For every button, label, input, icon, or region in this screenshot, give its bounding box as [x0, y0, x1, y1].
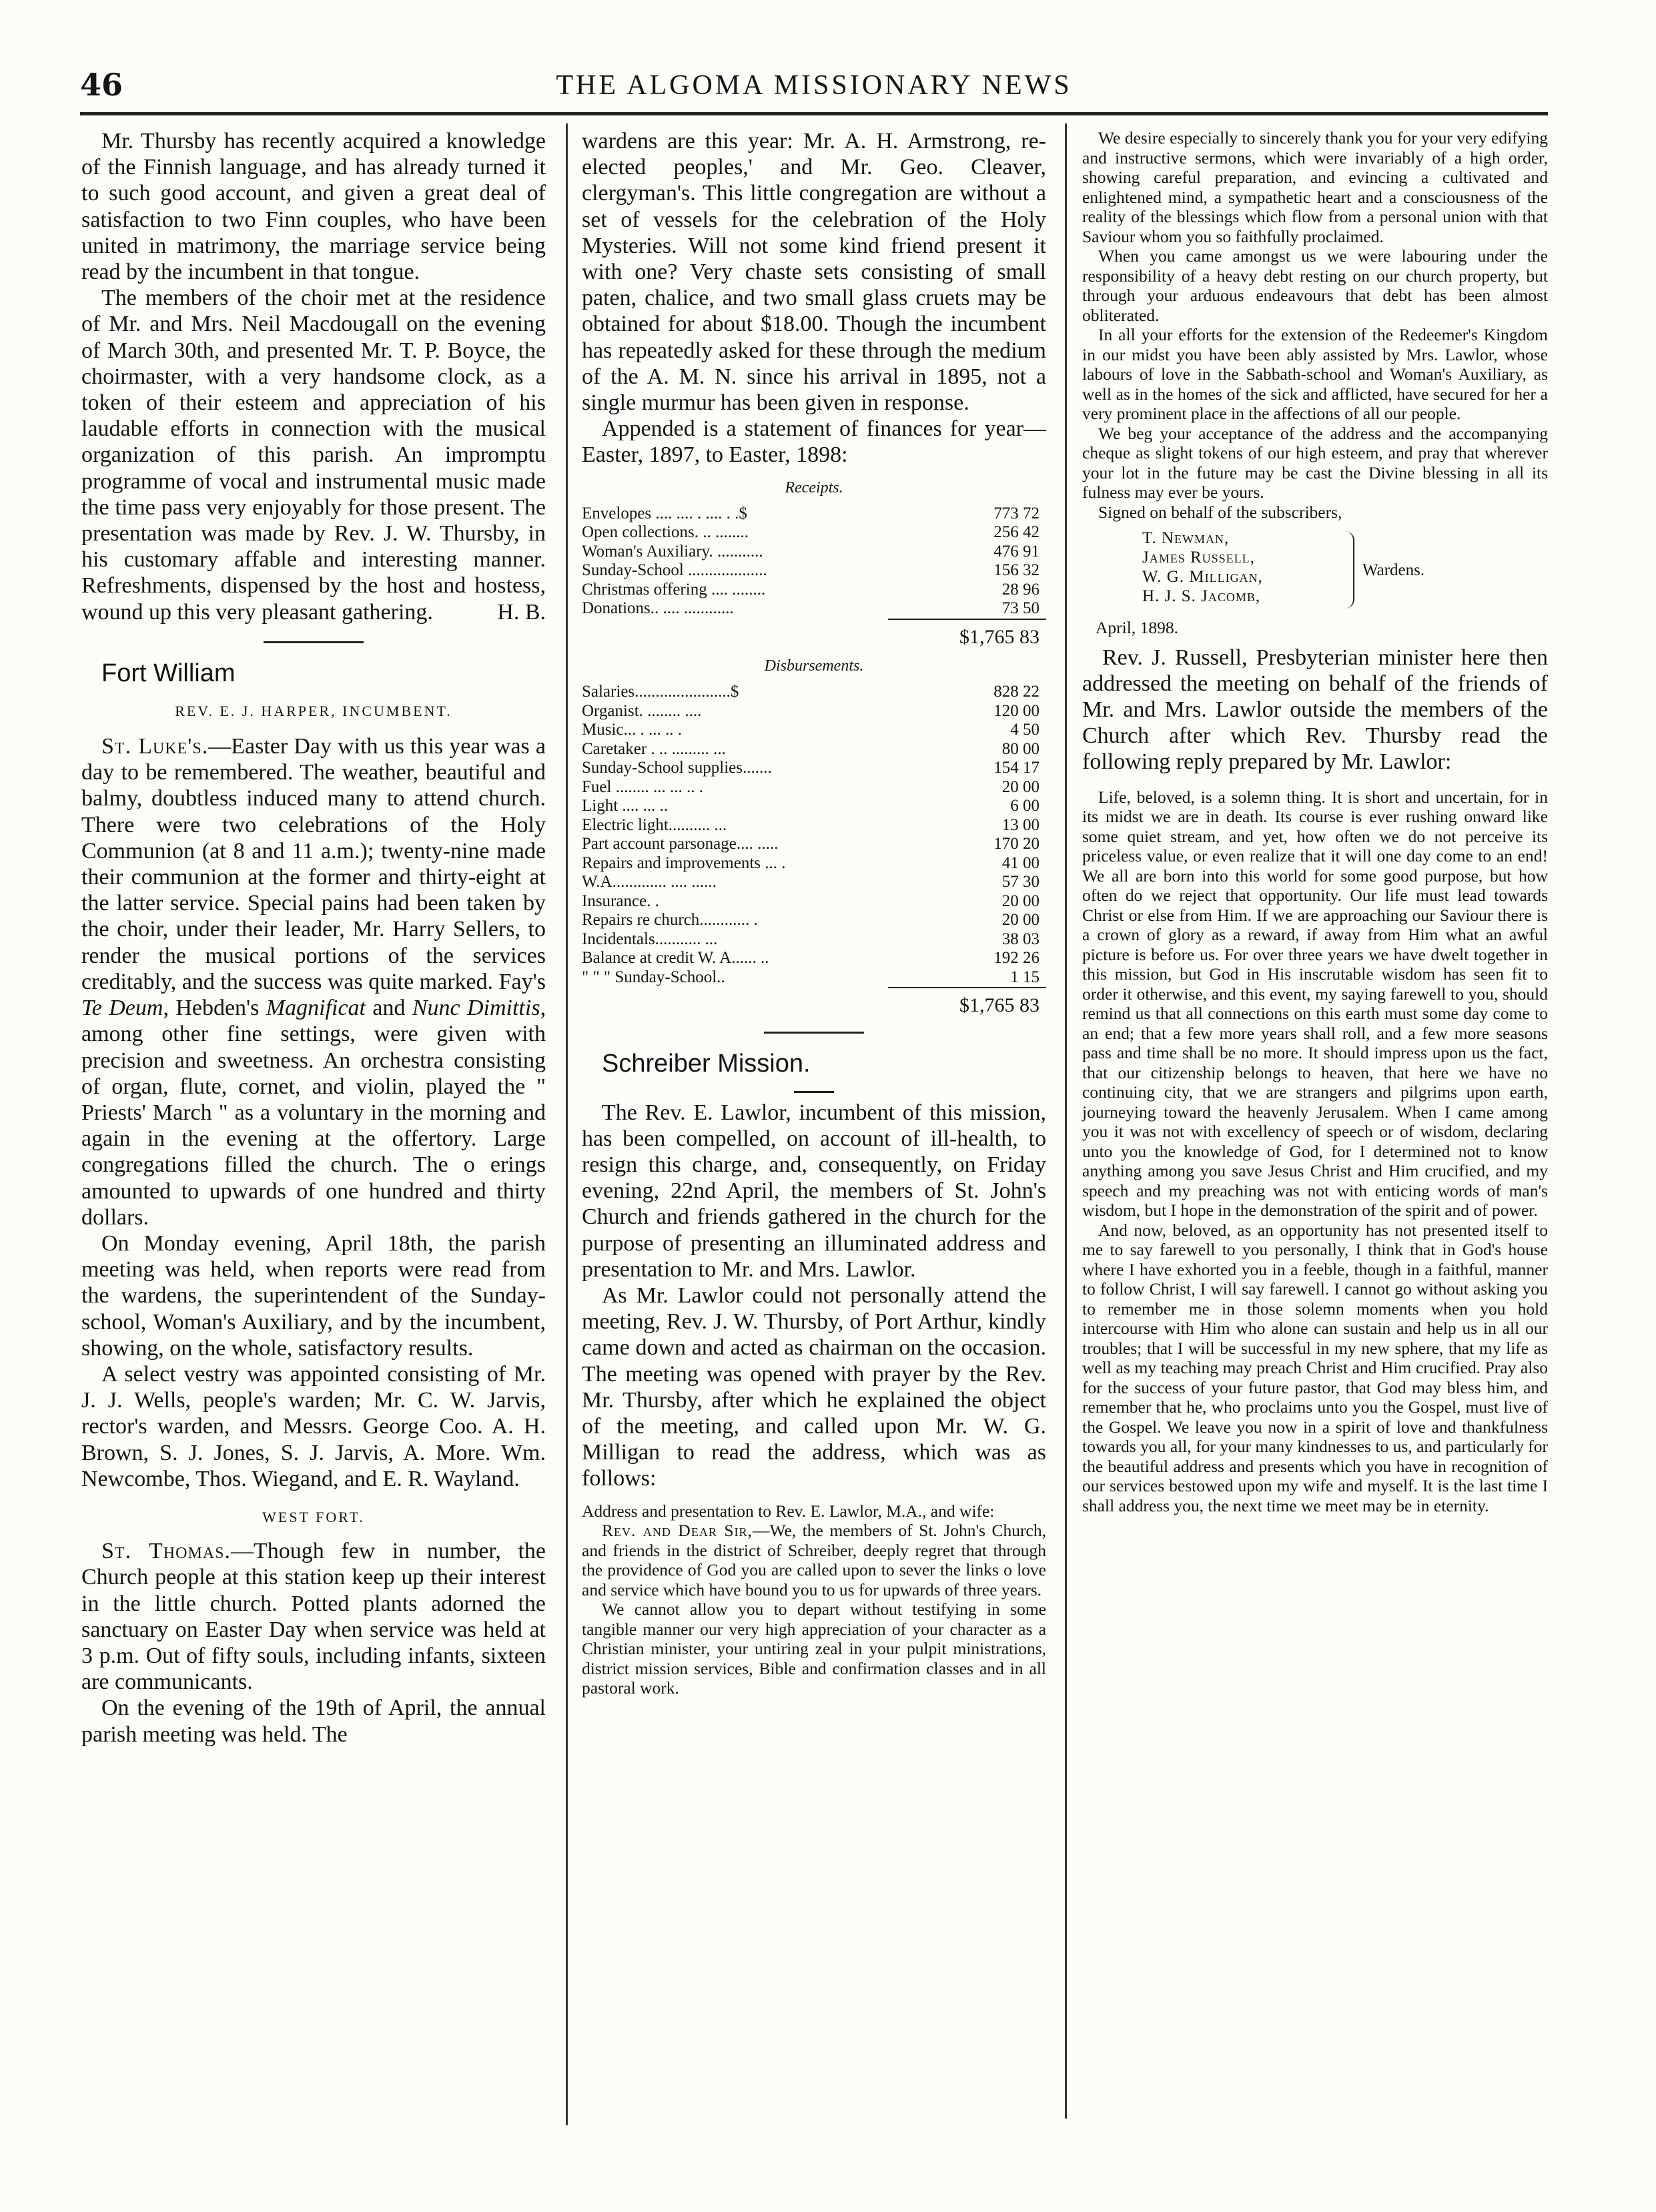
disbursement-row-label: Incidentals........... ...: [582, 930, 718, 948]
finances-intro: Appended is a statement of finances for year—Easter, 1897, to Easter, 1898:: [582, 416, 1046, 468]
disbursement-row-label: Caretaker . .. ......... ...: [582, 739, 726, 758]
disbursement-row-label: Organist. ........ ....: [582, 701, 702, 720]
disbursement-row: [582, 911, 1046, 930]
disbursement-row: [582, 721, 1046, 740]
disbursement-row: [582, 873, 1046, 892]
receipt-row-label: Donations.. .... ............: [582, 599, 734, 618]
fort-william-heading: Fort William: [101, 659, 236, 687]
running-title: THE ALGOMA MISSIONARY NEWS: [556, 70, 1072, 101]
page-number: 46: [80, 67, 123, 103]
meeting-paragraph: As Mr. Lawlor could not personally attend the meeting, Rev. J. W. Thursby, of Port Arthur, kindly came down and acted as chairman on the occasion. The meeting was opened with prayer by the Rev. Mr. Thursby, after which he explained the object of the meeting, and called upon Mr. W. G. Milligan to read the address, which was as follows:: [582, 1283, 1046, 1491]
disbursement-row-amount: 828 22: [993, 683, 1040, 701]
disbursement-row: [582, 797, 1046, 816]
column-divider: [1065, 123, 1067, 2119]
disbursement-row: [582, 968, 1046, 988]
reply-paragraph-1: Life, beloved, is a solemn thing. It is short and uncertain, for in its midst we are in death. Its course is ever rushing onward like some quiet stream, and yet, how often we do not perceive its priceless value, or even realize that it will one day come to an end! We all are born into this world for some good purpose, but how often do we reject that opportunity. Our life must lead towards Christ or else from Him. If we are approaching our Saviour there is a crown of glory as a reward, if away from Him what an awful picture is before us. For over three years we have dwelt together in this mission, but God in His inscrutable wisdom has seen fit to order it otherwise, and this event, my saying farewell to you, should remind us that all connections on this earth must some day come to an end; that a few more years shall roll, and a few more seasons pass and time shall be no more. It should impress upon us the fact, that our citizenship belongs to heaven, that here we have no continuing city, that we are strangers and pilgrims upon earth, journeying toward the heavenly Jerusalem. When I came among you it was not with excellency of speech or of wisdom, declaring unto you the knowledge of God, for I determined not to know anything among you save Jesus Christ and Him crucified, and my speech and my preaching was not with enticing words of man's wisdom, but I hope in the demonstration of the spirit and of power.: [1082, 787, 1548, 1220]
st-thomas-paragraph: [81, 1538, 546, 1695]
receipt-row: [582, 599, 1046, 619]
address-continued: [1082, 128, 1548, 638]
disbursement-row: [582, 949, 1046, 968]
disbursement-row-label: Repairs and improvements ... .: [582, 853, 786, 872]
receipt-row-amount: 28 96: [1001, 580, 1040, 599]
disbursement-row-amount: 1 15: [1010, 968, 1040, 986]
receipt-row: [582, 504, 1046, 524]
receipt-row-label: Envelopes .... .... . .... . .$: [582, 504, 747, 522]
disbursement-row-amount: 154 17: [993, 759, 1040, 777]
st-thomas-text: —Though few in number, the Church people at this station keep up their interest in the little church. Potted plants adorned the sanctuary on Easter Day when service was held at 3 p.m. Out of fifty souls, including infants, sixteen are communicants.: [81, 1539, 546, 1695]
warden-name: W. G. Milligan,: [1142, 568, 1263, 586]
receipt-row: [582, 561, 1046, 581]
address-intro: Address and presentation to Rev. E. Lawlor, M.A., and wife:: [582, 1501, 995, 1521]
address-paragraph-4: When you came amongst us we were labouring under the responsibility of a heavy debt resting on our church property, but through your arduous endeavours that debt has been almost obliterated.: [1082, 246, 1548, 325]
and-text: and: [372, 996, 406, 1021]
receipt-row-label: Open collections. .. ........: [582, 523, 749, 542]
disbursement-row-amount: 41 00: [1001, 853, 1040, 872]
st-lukes-text-rest: , among other fine settings, were given with precision and sweetness. An orchestra consisting of organ, flute, cornet, and violin, played the " Priests' March " as a voluntary in the morning and again in the evening at the offertory. Large congregations filled the church. The o erings amounted to upwards of one hundred and thirty dollars.: [81, 996, 546, 1230]
disbursement-row-label: Music... . ... .. .: [582, 721, 682, 739]
disbursement-row-label: Part account parsonage.... .....: [582, 835, 779, 853]
receipts-title: Receipts.: [785, 478, 843, 496]
disbursement-row: [582, 892, 1046, 911]
receipts-total: $1,765 83: [888, 619, 1046, 647]
disbursement-row: [582, 759, 1046, 778]
disbursement-row: [582, 930, 1046, 950]
nunc-dimittis-title: Nunc Dimittis: [412, 996, 540, 1021]
address-paragraph-5: In all your efforts for the extension of the Redeemer's Kingdom in our midst you have been ably assisted by Mrs. Lawlor, whose labours of love in the Sabbath-school and Woman's Auxiliary, as well as in the homes of the sick and afflicted, have secured for her a very prominent place in the affections of all our people.: [1082, 325, 1548, 423]
disbursement-row-amount: 80 00: [1001, 739, 1040, 758]
address-text-1: —We, the members of St. John's Church, and friends in the district of Schreiber, deeply regret that through the providence of God you are called upon to sever the links o love and service which have bound you to us for upwards of three years.: [582, 1521, 1046, 1599]
fort-william-byline: REV. E. J. HARPER, INCUMBENT.: [175, 702, 452, 719]
warden-name: T. Newman,: [1142, 529, 1230, 547]
receipt-row-amount: 156 32: [993, 561, 1040, 580]
disbursement-row-label: Insurance. .: [582, 891, 659, 910]
receipt-row: [582, 542, 1046, 562]
schreiber-mission-heading: Schreiber Mission.: [602, 1049, 811, 1078]
disbursement-row-label: Fuel ........ ... ... .. .: [582, 777, 703, 796]
receipt-row-label: Sunday-School ...................: [582, 561, 767, 580]
warden-name: H. J. S. Jacomb,: [1142, 587, 1261, 605]
disbursement-row-label: " " " Sunday-School..: [582, 968, 725, 986]
te-deum-title: Te Deum: [81, 996, 163, 1021]
receipt-row-label: Christmas offering .... ........: [582, 580, 766, 599]
choir-paragraph: [81, 285, 546, 625]
disbursement-row: [582, 778, 1046, 797]
address-date: April, 1898.: [1096, 618, 1178, 637]
wardens-paragraph: wardens are this year: Mr. A. H. Armstrong, re-elected peoples,' and Mr. Geo. Cleaver, clergyman's. This little congregation are without a set of vessels for the celebration of the Holy Mysteries. Will not some kind friend present it with one? Very chaste sets consisting of small paten, chalice, and two small glass cruets may be obtained for about $18.00. Though the incumbent has repeatedly asked for these through the medium of the A. M. N. since his arrival in 1895, not a single murmur has been given in response.: [582, 129, 1046, 416]
disbursement-row-amount: 4 50: [1010, 721, 1040, 739]
west-fort-subhead: WEST FORT.: [262, 1508, 365, 1525]
disbursement-row: [582, 683, 1046, 702]
disbursements-table: [582, 683, 1046, 1016]
signature-hb: H. B.: [497, 599, 546, 625]
disbursement-row-amount: 20 00: [1001, 777, 1040, 796]
address-block: [582, 1501, 1046, 1698]
signed-line: Signed on behalf of the subscribers,: [1098, 502, 1342, 522]
russell-paragraph: Rev. J. Russell, Presbyterian minister here then addressed the meeting on behalf of the friends of Mr. and Mrs. Lawlor outside the members of the Church after which Rev. Thursby read the following reply prepared by Mr. Lawlor:: [1082, 645, 1548, 775]
wardens-signatures: [1082, 528, 1548, 615]
warden-names: [1142, 528, 1263, 606]
hebden-text: , Hebden's: [163, 996, 260, 1021]
choir-text: The members of the choir met at the residence of Mr. and Mrs. Neil Macdougall on the evening of March 30th, and presented Mr. T. P. Boyce, the choirmaster, with a very handsome clock, as a token of their esteem and appreciation of his laudable efforts in connection with the musical organization of this parish. An impromptu programme of vocal and instrumental music made the time pass very enjoyably for those present. The presentation was made by Rev. J. W. Thursby, in his customary affable and interesting manner. Refreshments, dispensed by the host and hostess, wound up this very pleasant gathering.: [81, 286, 546, 625]
receipt-row-amount: 773 72: [993, 504, 1040, 522]
vestry-paragraph: A select vestry was appointed consisting of Mr. J. J. Wells, people's warden; Mr. C. W. Jarvis, rector's warden, and Messrs. George Coo. A. H. Brown, S. J. Jones, S. J. Jarvis, A. More. Wm. Newcombe, Thos. Wiegand, and E. R. Wayland.: [81, 1361, 546, 1491]
disbursement-row-amount: 6 00: [1010, 797, 1040, 815]
wardens-label: Wardens.: [1362, 561, 1425, 579]
column-2: [582, 128, 1046, 1698]
disbursement-row-label: Electric light.......... ...: [582, 815, 727, 834]
st-lukes-paragraph: [81, 733, 546, 1230]
disbursement-row-label: Repairs re church............ .: [582, 911, 758, 930]
disbursement-row-amount: 38 03: [1001, 930, 1040, 948]
receipts-table: [582, 504, 1046, 647]
header-rule: [80, 112, 1548, 115]
disbursement-row-label: Light .... ... ..: [582, 797, 669, 815]
address-paragraph-6: We beg your acceptance of the address and the accompanying cheque as slight tokens of our high esteem, and pray that wherever your lot in the future may be cast the Divine blessing in all its fulness may ever be yours.: [1082, 423, 1548, 502]
page-header: [80, 67, 1548, 113]
disbursement-row-amount: 20 00: [1001, 911, 1040, 930]
section-rule: [264, 641, 364, 643]
disbursement-row-amount: 192 26: [993, 949, 1040, 968]
st-lukes-lead: St. Luke's.: [101, 734, 209, 759]
column-divider: [566, 123, 568, 2125]
disbursement-row: [582, 816, 1046, 835]
russell-block: [1082, 645, 1548, 775]
disbursement-row-label: W.A............. .... ......: [582, 873, 717, 891]
reply-block: [1082, 787, 1548, 1516]
receipt-row: [582, 523, 1046, 542]
disbursement-row: [582, 702, 1046, 721]
annual-meeting-paragraph: On the evening of the 19th of April, the annual parish meeting was held. The: [81, 1696, 546, 1747]
disbursements-total: $1,765 83: [888, 988, 1046, 1016]
receipt-row-amount: 73 50: [1001, 599, 1040, 618]
section-rule-short: [794, 1091, 834, 1093]
receipt-row: [582, 581, 1046, 600]
column-1: [81, 128, 546, 1748]
disbursements-title: Disbursements.: [764, 657, 864, 675]
st-lukes-text: —Easter Day with us this year was a day to be remembered. The weather, beautiful and balmy, doubtless induced many to attend church. There were two celebrations of the Holy Communion (at 8 and 11 a.m.); twenty-nine made their communion at the former and thirty-eight at the latter service. Special pains had been taken by the choir, under their leader, Mr. Harry Sellers, to render the musical portions of the services creditably, and the success was quite marked. Fay's: [81, 734, 546, 994]
disbursement-row: [582, 740, 1046, 759]
parish-meeting-paragraph: On Monday evening, April 18th, the parish meeting was held, when reports were read from the wardens, the superintendent of the Sunday-school, Woman's Auxiliary, and by the incumbent, showing, on the whole, satisfactory results.: [81, 1230, 546, 1361]
receipt-row-label: Woman's Auxiliary. ...........: [582, 542, 763, 561]
receipt-row-amount: 476 91: [993, 542, 1040, 561]
disbursement-row-label: Balance at credit W. A...... ..: [582, 949, 769, 968]
brace: [1342, 531, 1354, 609]
disbursement-row-amount: 20 00: [1001, 891, 1040, 910]
warden-name: James Russell,: [1142, 548, 1255, 567]
disbursement-row-amount: 13 00: [1001, 815, 1040, 834]
lawlor-resign-paragraph: The Rev. E. Lawlor, incumbent of this mission, has been compelled, on account of ill-health, to resign this charge, and, consequently, on Friday evening, 22nd April, the members of St. John's Church and friends gathered in the church for the purpose of presenting an illuminated address and presentation to Mr. and Mrs. Lawlor.: [582, 1100, 1046, 1282]
disbursement-row-label: Sunday-School supplies.......: [582, 759, 772, 777]
disbursements-total-row: [582, 988, 1046, 1016]
reply-paragraph-2: And now, beloved, as an opportunity has not presented itself to me to say farewell to you personally, I think that in God's house where I have exhorted you in a feeble, though in a faithful, manner to follow Christ, I will say farewell. I cannot go without asking you to remember me in those solemn moments when you hold intercourse with Him who alone can sustain and help us in all our troubles; that I will be successful in my new sphere, that my life as well as my teaching may preach Christ and Him crucified. Pray also for the success of your future pastor, that God may bless him, and remember that he, who proclaims unto you the Gospel, must live of the Gospel. We leave you now in a spirit of love and thankfulness towards you all, for your many kindnesses to us, and particularly for the beautiful address and presents which you have in recognition of our services bestowed upon my wife and myself. It is the last time I shall address you, the next time we meet may be in eternity.: [1082, 1220, 1548, 1515]
thursby-paragraph: Mr. Thursby has recently acquired a knowledge of the Finnish language, and has already turned it to such good account, and given a great deal of satisfaction to two Finn couples, who have been united in matrimony, the marriage service being read by the incumbent in that tongue.: [81, 129, 546, 285]
address-paragraph-3: We desire especially to sincerely thank you for your very edifying and instructive sermons, which were invariably of a high order, showing careful preparation, and evincing a cultivated and enlightened mind, a sympathetic heart and a consciousness of the reality of the blessings which flow from a personal union with that Saviour whom you so faithfully proclaimed.: [1082, 128, 1548, 246]
column-3: [1082, 128, 1548, 1515]
st-thomas-lead: St. Thomas.: [101, 1539, 231, 1564]
disbursement-row: [582, 835, 1046, 854]
section-rule: [764, 1032, 864, 1034]
disbursement-row-amount: 170 20: [993, 835, 1040, 853]
disbursement-row-label: Salaries.......................$: [582, 683, 739, 701]
disbursement-row: [582, 854, 1046, 873]
receipt-row-amount: 256 42: [993, 523, 1040, 542]
magnificat-title: Magnificat: [266, 996, 366, 1021]
address-salutation: Rev. and Dear Sir,: [602, 1521, 753, 1541]
receipts-total-row: [582, 619, 1046, 647]
disbursement-row-amount: 120 00: [993, 701, 1040, 720]
address-paragraph-1: [582, 1521, 1046, 1599]
address-paragraph-2: We cannot allow you to depart without testifying in some tangible manner our very high appreciation of your character as a Christian minister, your untiring zeal in your pulpit ministrations, district mission services, Bible and confirmation classes and in all pastoral work.: [582, 1599, 1046, 1698]
disbursement-row-amount: 57 30: [1001, 873, 1040, 891]
